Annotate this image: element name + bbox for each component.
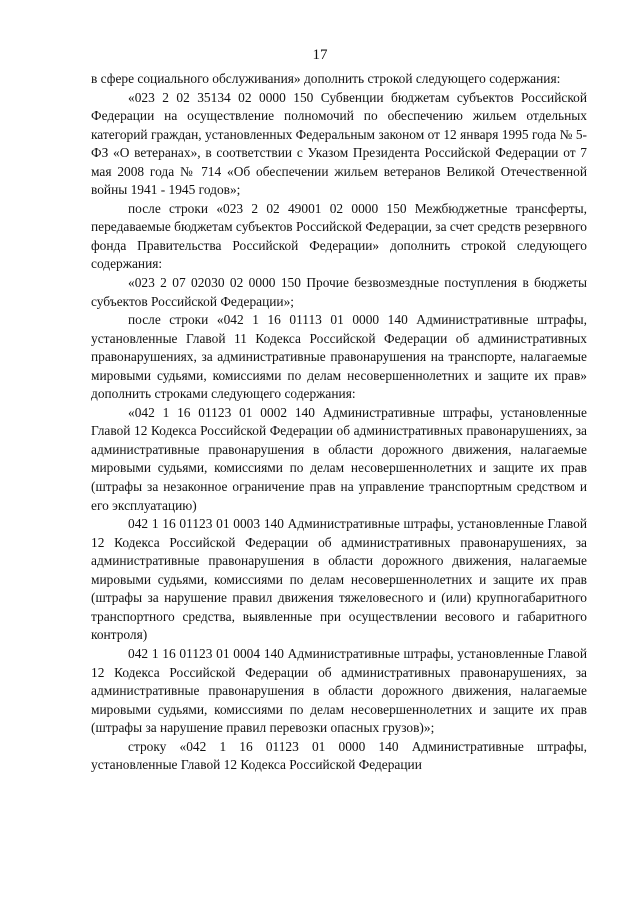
paragraph: строку «042 1 16 01123 01 0000 140 Административные штрафы, установленные Главой 12 Кодекса Российской Федерации: [91, 738, 587, 773]
paragraph: «023 2 07 02030 02 0000 150 Прочие безвозмездные поступления в бюджеты субъектов Российской Федерации»;: [91, 275, 587, 309]
paragraph: «042 1 16 01123 01 0002 140 Административные штрафы, установленные Главой 12 Кодекса Российской Федерации об административных правонарушениях, за административные правонарушения в области дорожного движения, налагаемые мировыми судьями, комиссиями по делам несовершеннолетних и защите их прав (штрафы за незаконное ограничение прав на управление транспортным средством и его эксплуатацию): [91, 404, 587, 513]
paragraph: 042 1 16 01123 01 0004 140 Административные штрафы, установленные Главой 12 Кодекса Российской Федерации об административных правонарушениях, за административные правонарушения в области дорожного движения, налагаемые мировыми судьями, комиссиями по делам несовершеннолетних и защите их прав (штрафы за нарушение правил перевозки опасных грузов)»;: [91, 645, 587, 736]
page-number: 17: [312, 47, 328, 63]
paragraph: после строки «042 1 16 01113 01 0000 140 Административные штрафы, установленные Главой 11 Кодекса Российской Федерации об административных правонарушениях, за административные правонарушения на транспорте, налагаемые мировыми судьями, комиссиями по делам несовершеннолетних и защите их прав» дополнить строками следующего содержания:: [91, 312, 587, 402]
paragraph: 042 1 16 01123 01 0003 140 Административные штрафы, установленные Главой 12 Кодекса Российской Федерации об административных правонарушениях, за административные правонарушения в области дорожного движения, налагаемые мировыми судьями, комиссиями по делам несовершеннолетних и защите их прав (штрафы за нарушение правил движения тяжеловесного и (или) крупногабаритного транспортного средства, выявленные при осуществлении весового и габаритного контроля): [91, 516, 587, 643]
document-body: [91, 70, 587, 775]
paragraph: «023 2 02 35134 02 0000 150 Субвенции бюджетам субъектов Российской Федерации на осуществление полномочий по обеспечению жильем отдельных категорий граждан, установленных Федеральным законом от 12 января 1995 года № 5-ФЗ «О ветеранах», в соответствии с Указом Президента Российской Федерации от 7 мая 2008 года № 714 «Об обеспечении жильем ветеранов Великой Отечественной войны 1941 - 1945 годов»;: [91, 89, 587, 198]
paragraph: после строки «023 2 02 49001 02 0000 150 Межбюджетные трансферты, передаваемые бюджетам субъектов Российской Федерации, за счет средств резервного фонда Правительства Российской Федерации» дополнить строкой следующего содержания:: [91, 200, 587, 272]
paragraph: в сфере социального обслуживания» дополнить строкой следующего содержания:: [91, 71, 561, 86]
